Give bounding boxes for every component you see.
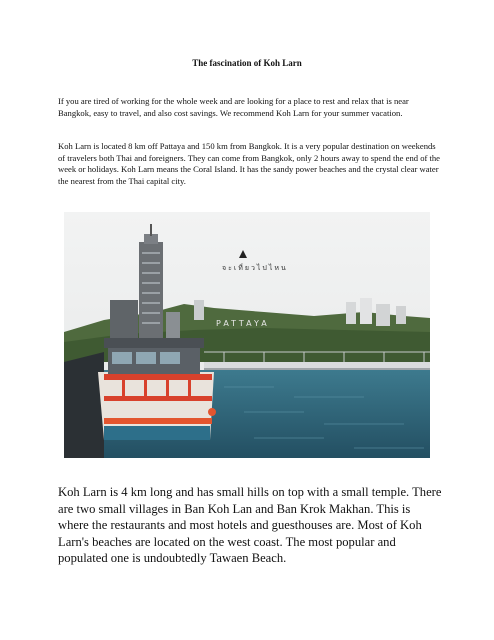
document-title: The fascination of Koh Larn bbox=[192, 58, 302, 68]
intro-paragraph: If you are tired of working for the whole week and are looking for a place to rest and relax that is near Bangkok, easy to travel, and also cost savings. We recommend Koh Larn for your summer vacation. bbox=[58, 96, 409, 118]
description-paragraph: Koh Larn is 4 km long and has small hills on top with a small temple. There are two small villages in Ban Koh Lan and Ban Krok Makhan. This is where the restaurants and most hotels and guesthouses are. Most of Koh Larn's beaches are located on the west coast. The most popular and populated one is undoubtedly Tawaen Beach. bbox=[58, 485, 442, 565]
location-paragraph: Koh Larn is located 8 km off Pattaya and 150 km from Bangkok. It is a very popular destination on weekends of travelers both Thai and foreigners. They can come from Bangkok, only 2 hours away to spend the end of the week or holidays. Koh Larn means the Coral Island. It has the sandy power beaches and the crystal clear water the nearest from the Thai capital city. bbox=[58, 141, 440, 186]
photo-caption: จะเที่ยวไปไหน bbox=[222, 264, 288, 272]
pattaya-pier-photo bbox=[64, 212, 430, 458]
hillside-sign: PATTAYA bbox=[216, 319, 270, 328]
